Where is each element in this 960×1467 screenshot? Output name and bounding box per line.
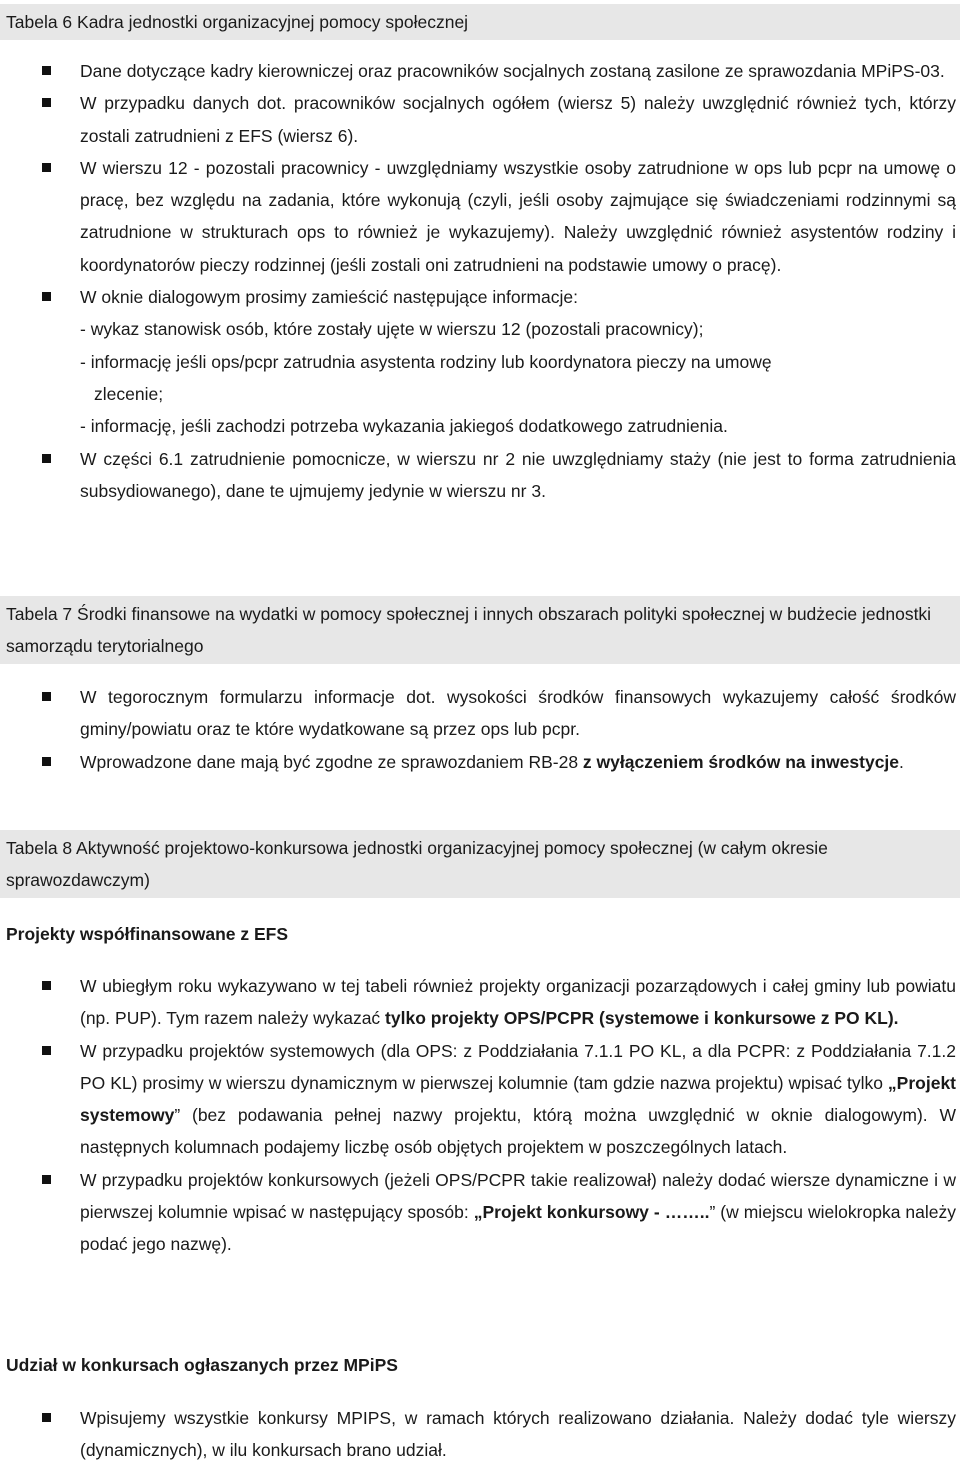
list-item: W przypadku danych dot. pracowników socjalnych ogółem (wiersz 5) należy uwzględnić również tych, którzy zostali zatrudnieni z EFS (wiersz 6). [0, 87, 960, 152]
list-item: W ubiegłym roku wykazywano w tej tabeli również projekty organizacji pozarządowych i całej gminy lub powiatu (np. PUP). Tym razem należy wykazać tylko projekty OPS/PCPR (systemowe i konkursowe z PO KL). [0, 970, 960, 1035]
subheading-efs: Projekty współfinansowane z EFS [6, 924, 289, 944]
bullet-icon [42, 692, 51, 701]
list-item: Wpisujemy wszystkie konkursy MPIPS, w ramach których realizowano działania. Należy dodać tyle wierszy (dynamicznych), w ilu konkursach brano udział. [0, 1402, 960, 1467]
bullet-icon [42, 757, 51, 766]
table7-heading [0, 596, 960, 664]
bullet-icon [42, 163, 51, 172]
bullet-icon [42, 981, 51, 990]
dialog-line: zlecenie; [94, 383, 164, 404]
bullet-icon [42, 98, 51, 107]
table6-heading-text: Tabela 6 Kadra jednostki organizacyjnej pomocy społecznej [6, 12, 469, 32]
bullet-icon [42, 1046, 51, 1055]
list-item: W wierszu 12 - pozostali pracownicy - uwzględniamy wszystkie osoby zatrudnione w ops lub pcpr na umowę o pracę, bez względu na zadania, które wykonują (czyli, jeśli osoby zajmujące się świadczeniami rodzinnymi są zatrudnione w strukturach ops to również je wykazujemy). Należy uwzględnić również asystentów rodziny i koordynatorów pieczy rodzinnej (jeśli zostali oni zatrudnieni na podstawie umowy o pracę). [0, 152, 960, 281]
table8-heading [0, 830, 960, 898]
table6-list [0, 55, 960, 507]
list-item: Wprowadzone dane mają być zgodne ze sprawozdaniem RB-28 z wyłączeniem środków na inwestycje. [0, 746, 960, 778]
dialog-line: - informację, jeśli zachodzi potrzeba wykazania jakiegoś dodatkowego zatrudnienia. [80, 416, 728, 437]
dialog-line: - informację jeśli ops/pcpr zatrudnia asystenta rodziny lub koordynatora pieczy na umowę [80, 351, 772, 372]
bullet-icon [42, 66, 51, 75]
list-item: W przypadku projektów konkursowych (jeżeli OPS/PCPR takie realizował) należy dodać wiersze dynamiczne i w pierwszej kolumnie wpisać w następujący sposób: „Projekt konkursowy - ……..” (w miejscu wielokropka należy podać jego nazwę). [0, 1164, 960, 1261]
list-item [0, 281, 960, 442]
bullet-icon [42, 292, 51, 301]
subheading-mpips: Udział w konkursach ogłaszanych przez MPiPS [6, 1355, 398, 1375]
list-item: Dane dotyczące kadry kierowniczej oraz pracowników socjalnych zostaną zasilone ze sprawozdania MPiPS-03. [0, 55, 960, 87]
table7-list [0, 681, 960, 778]
list-item: W tegorocznym formularzu informacje dot. wysokości środków finansowych wykazujemy całość środków gminy/powiatu oraz te które wydatkowane są przez ops lub pcpr. [0, 681, 960, 746]
bullet-icon [42, 454, 51, 463]
table8-list-mpips [0, 1402, 960, 1467]
list-item: W części 6.1 zatrudnienie pomocnicze, w wierszu nr 2 nie uwzględniamy staży (nie jest to forma zatrudnienia subsydiowanego), dane te ujmujemy jedynie w wierszu nr 3. [0, 443, 960, 508]
dialog-line: - wykaz stanowisk osób, które zostały ujęte w wierszu 12 (pozostali pracownicy); [80, 319, 704, 340]
dialog-intro: W oknie dialogowym prosimy zamieścić następujące informacje: [80, 287, 578, 308]
bullet-icon [42, 1175, 51, 1184]
bullet-icon [42, 1413, 51, 1422]
table6-heading [0, 4, 960, 40]
table8-heading-text: Tabela 8 Aktywność projektowo-konkursowa jednostki organizacyjnej pomocy społecznej (w całym okresie sprawozdawczym) [6, 838, 828, 890]
table8-list-efs [0, 970, 960, 1261]
list-item: W przypadku projektów systemowych (dla OPS: z Poddziałania 7.1.1 PO KL, a dla PCPR: z Poddziałania 7.1.2 PO KL) prosimy w wierszu dynamicznym w pierwszej kolumnie (tam gdzie nazwa projektu) wpisać tylko „Projekt systemowy” (bez podawania pełnej nazwy projektu, którą można uwzględnić w oknie dialogowym). W następnych kolumnach podajemy liczbę osób objętych projektem w poszczególnych latach. [0, 1035, 960, 1164]
table7-heading-text: Tabela 7 Środki finansowe na wydatki w pomocy społecznej i innych obszarach polityki społecznej w budżecie jednostki samorządu terytorialnego [6, 604, 932, 656]
